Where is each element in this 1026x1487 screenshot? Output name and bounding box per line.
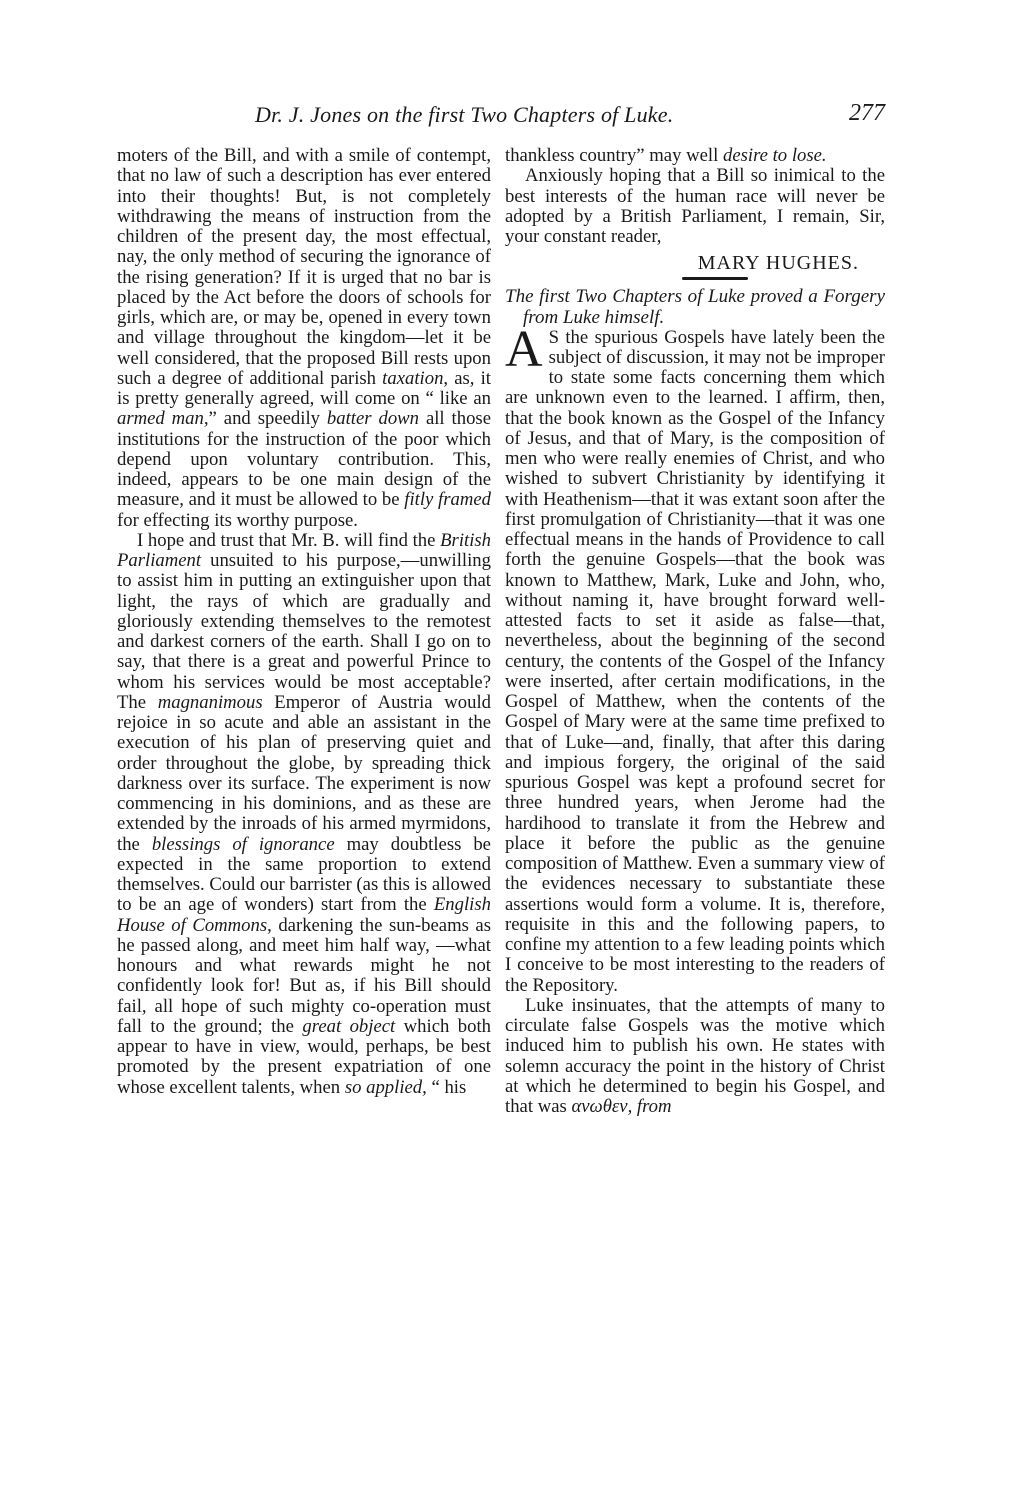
- text-run: “ his: [426, 1076, 467, 1098]
- text-run: Luke insinuates, that the attempts of many to circulate false Gospels was the motive which induced him to publish his own. He states with solemn accuracy the point in the history of Christ at which he determined to begin his Gospel, and that was: [505, 994, 885, 1117]
- paragraph-continued: [505, 146, 885, 166]
- drop-cap: A: [505, 320, 543, 378]
- paragraph: [505, 996, 885, 1118]
- italic-run: British Parliament: [117, 529, 492, 571]
- paragraph: [505, 320, 885, 996]
- paragraph: Anxiously hoping that a Bill so inimical to the best interests of the human race will never be adopted by a British Parliament, I remain, Sir, your constant reader,: [505, 165, 885, 247]
- italic-run: armed man,: [117, 408, 209, 430]
- page-number: 277: [849, 100, 885, 126]
- text-run: , darkening the sun-beams as he passed along, and meet him half way, —what honours and what rewards might he not confidently look for! But as, if his Bill should fail, all hope of such mighty co-operation must fall to the ground; the: [117, 914, 491, 1037]
- italic-run: magnanimous: [157, 691, 263, 713]
- paragraph: [117, 531, 491, 1098]
- running-head: [105, 100, 885, 136]
- right-column: [505, 146, 885, 1117]
- text-run: ” and speedily: [208, 408, 327, 430]
- paragraph-continued: [117, 146, 491, 531]
- italic-run: English House of Commons: [117, 894, 491, 936]
- section-divider: [682, 277, 748, 280]
- text-run: may doubtless be expected in the same proportion to extend themselves. Could our barrister (as this is allowed to be an age of wonders) start from the: [117, 833, 491, 916]
- text-run: unsuited to his purpose,—unwilling to assist him in putting an extinguisher upon that light, the rays of which are gradually and gloriously extending themselves to the remotest and darkest corners of the earth. Shall I go on to say, that there is a great and powerful Prince to whom his services would be most acceptable? The: [117, 550, 491, 713]
- left-column: [117, 146, 491, 1098]
- text-run: , as, it is pretty generally agreed, will come on “ like an: [117, 367, 492, 409]
- italic-run: great object: [302, 1015, 396, 1037]
- text-run: thankless country” may well: [505, 145, 723, 166]
- text-run: all those institutions for the instruction of the poor which depend upon voluntary contribution. This, indeed, appears to be one main design of the measure, and it must be allowed to be: [117, 408, 491, 511]
- italic-run: batter down: [326, 408, 419, 430]
- text-run: I hope and trust that Mr. B. will find the: [137, 529, 441, 551]
- text-run: Emperor of Austria would rejoice in so acute and able an assistant in the execution of his plan of preserving quiet and order throughout the globe, by spreading thick darkness over its surface. The experiment is now commencing in his dominions, and as these are extended by the inroads of his armed myrmidons, the: [117, 691, 491, 855]
- text-run: S the spurious Gospels have lately been the subject of discussion, it may not be improper to state some facts concerning them which are unknown even to the learned. I affirm, then, that the book known as the Gospel of the Infancy of Jesus, and that of Mary, is the composition of men who were really enemies of Christ, and who wished to subvert Christianity by identifying it with Heathenism—that it was extant soon after the first promulgation of Christianity—that it was one effectual means in the hands of Providence to call forth the genuine Gospels—that the book was known to Matthew, Mark, Luke and John, who, without naming it, have brought forward well-attested facts to set it aside as false—that, nevertheless, about the beginning of the second century, the contents of the Gospel of the Infancy were inserted, after certain modifications, in the Gospel of Matthew, when the contents of the Gospel of Mary were at the same time prefixed to that of Luke—and, finally, that after this daring and impious forgery, the original of the said spurious Gospel was kept a profound secret for three hundred years, when Jerome had the hardihood to translate it from the Hebrew and place it before the public as the genuine composition of Matthew. Even a summary view of the evidences necessary to substantiate these assertions would form a volume. It is, therefore, requisite in this and the following papers, to confine my attention to a few leading points which I conceive to be most interesting to the readers of the Repository.: [505, 326, 885, 996]
- italic-run: blessings of ignorance: [151, 833, 335, 855]
- article-title: The first Two Chapters of Luke proved a Forgery from Luke himself.: [505, 285, 885, 328]
- italic-run: so applied,: [344, 1076, 427, 1098]
- italic-run: taxation: [382, 367, 444, 389]
- letter-signature: MARY HUGHES.: [697, 252, 859, 275]
- italic-run: desire to lose.: [722, 145, 827, 166]
- running-title: Dr. J. Jones on the first Two Chapters of Luke.: [255, 102, 674, 127]
- text-run: for effecting its worthy purpose.: [117, 509, 358, 531]
- text-run: which both appear to have in view, would, perhaps, be best promoted by the present expatriation of one whose excellent talents, when: [117, 1015, 491, 1098]
- text-run: moters of the Bill, and with a smile of contempt, that no law of such a description has ever entered into their thoughts! But, is not completely withdrawing the means of instruction from the children of the present day, the most effectual, nay, the only method of securing the ignorance of the rising generation? If it is urged that no bar is placed by the Act before the doors of schools for girls, which are, or may be, opened in every town and village throughout the kingdom—let it be well considered, that the proposed Bill rests upon such a degree of additional parish: [117, 145, 491, 389]
- italic-run: fitly framed: [404, 489, 491, 511]
- italic-run: ανωθεν, from: [571, 1096, 672, 1117]
